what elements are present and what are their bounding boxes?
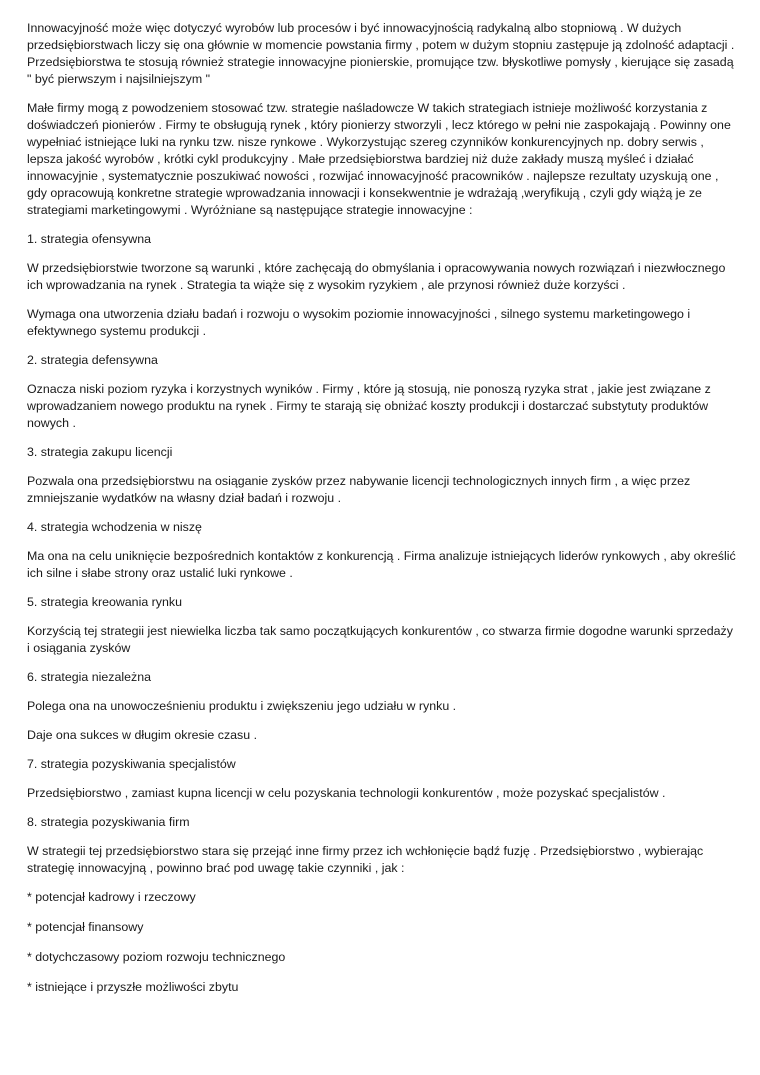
heading-strategy-1: 1. strategia ofensywna [27,232,151,246]
paragraph-strategy-5: Korzyścią tej strategii jest niewielka liczba tak samo początkujących konkurentów , co stwarza firmie dogodne warunki sprzedaży i osiągania zysków [27,624,733,655]
paragraph-strategy-4: Ma ona na celu uniknięcie bezpośrednich kontaktów z konkurencją . Firma analizuje istniejących liderów rynkowych , aby określić ich silne i słabe strony oraz ustalić luki rynkowe . [27,549,736,580]
paragraph-strategy-1b: Wymaga ona utworzenia działu badań i rozwoju o wysokim poziomie innowacyjności , silnego systemu marketingowego i efektywnego systemu produkcji . [27,307,691,338]
bullet-item: * istniejące i przyszłe możliwości zbytu [27,980,239,994]
paragraph-strategy-8: W strategii tej przedsiębiorstwo stara się przejąć inne firmy przez ich wchłonięcie bądź fuzję . Przedsiębiorstwo , wybierając strategię innowacyjną , powinno brać pod uwagę takie czynniki , jak : [27,844,704,875]
paragraph-strategy-6a: Polega ona na unowocześnieniu produktu i zwiększeniu jego udziału w rynku . [27,699,457,713]
bullet-item: * potencjał kadrowy i rzeczowy [27,890,196,904]
heading-strategy-4: 4. strategia wchodzenia w niszę [27,520,202,534]
heading-strategy-5: 5. strategia kreowania rynku [27,595,182,609]
paragraph-strategy-6b: Daje ona sukces w długim okresie czasu . [27,728,258,742]
heading-strategy-6: 6. strategia niezależna [27,670,151,684]
heading-strategy-3: 3. strategia zakupu licencji [27,445,173,459]
paragraph-strategy-2: Oznacza niski poziom ryzyka i korzystnych wyników . Firmy , które ją stosują, nie ponoszą ryzyka strat , jakie jest związane z wprowadzaniem nowego produktu na rynek . Firmy te starają się obniżać koszty produkcji i dostarczać substytuty produktów nowych . [27,382,711,430]
heading-strategy-7: 7. strategia pozyskiwania specjalistów [27,757,236,771]
bullet-item: * potencjał finansowy [27,920,144,934]
heading-strategy-2: 2. strategia defensywna [27,353,158,367]
paragraph-strategy-1a: W przedsiębiorstwie tworzone są warunki , które zachęcają do obmyślania i opracowywania nowych rozwiązań i niezwłocznego ich wprowadzania na rynek . Strategia ta wiąże się z wysokim ryzykiem , ale przynosi również duże korzyści . [27,261,726,292]
paragraph-small-firms: Małe firmy mogą z powodzeniem stosować tzw. strategie naśladowcze W takich strategiach istnieje możliwość korzystania z doświadczeń pionierów . Firmy te obsługują rynek , który pionierzy stworzyli , lecz którego w pełni nie zaspokajają . Powinny one wypełniać istniejące luki na rynku tzw. nisze rynkowe . Wykorzystując szereg czynników konkurencyjnych np. dobry serwis , lepsza jakość wyrobów , krótki cykl produkcyjny . Małe przedsiębiorstwa bardziej niż duże zakłady muszą myśleć i działać innowacyjnie , systematycznie poszukiwać nowości , rozwijać innowacyjność pracowników . najlepsze rezultaty uzyskują one , gdy opracowują konkretne strategie wprowadzania innowacji i konsekwentnie je wdrażają ,weryfikują , czyli gdy wiążą je ze strategiami marketingowymi . Wyróżniane są następujące strategie innowacyjne : [27,101,731,217]
bullet-item: * dotychczasowy poziom rozwoju technicznego [27,950,286,964]
document-page [27,20,737,1009]
paragraph-intro: Innowacyjność może więc dotyczyć wyrobów lub procesów i być innowacyjnością radykalną albo stopniową . W dużych przedsiębiorstwach liczy się ona głównie w momencie powstania firmy , potem w dużym stopniu zastępuje ją zdolność adaptacji . Przedsiębiorstwa te stosują również strategie innowacyjne pionierskie, promujące tzw. błyskotliwe pomysły , kierujące się zasadą " być pierwszym i najsilniejszym " [27,21,735,86]
paragraph-strategy-3: Pozwala ona przedsiębiorstwu na osiąganie zysków przez nabywanie licencji technologicznych innych firm , a więc przez zmniejszanie wydatków na własny dział badań i rozwoju . [27,474,691,505]
heading-strategy-8: 8. strategia pozyskiwania firm [27,815,190,829]
paragraph-strategy-7: Przedsiębiorstwo , zamiast kupna licencji w celu pozyskania technologii konkurentów , może pozyskać specjalistów . [27,786,666,800]
